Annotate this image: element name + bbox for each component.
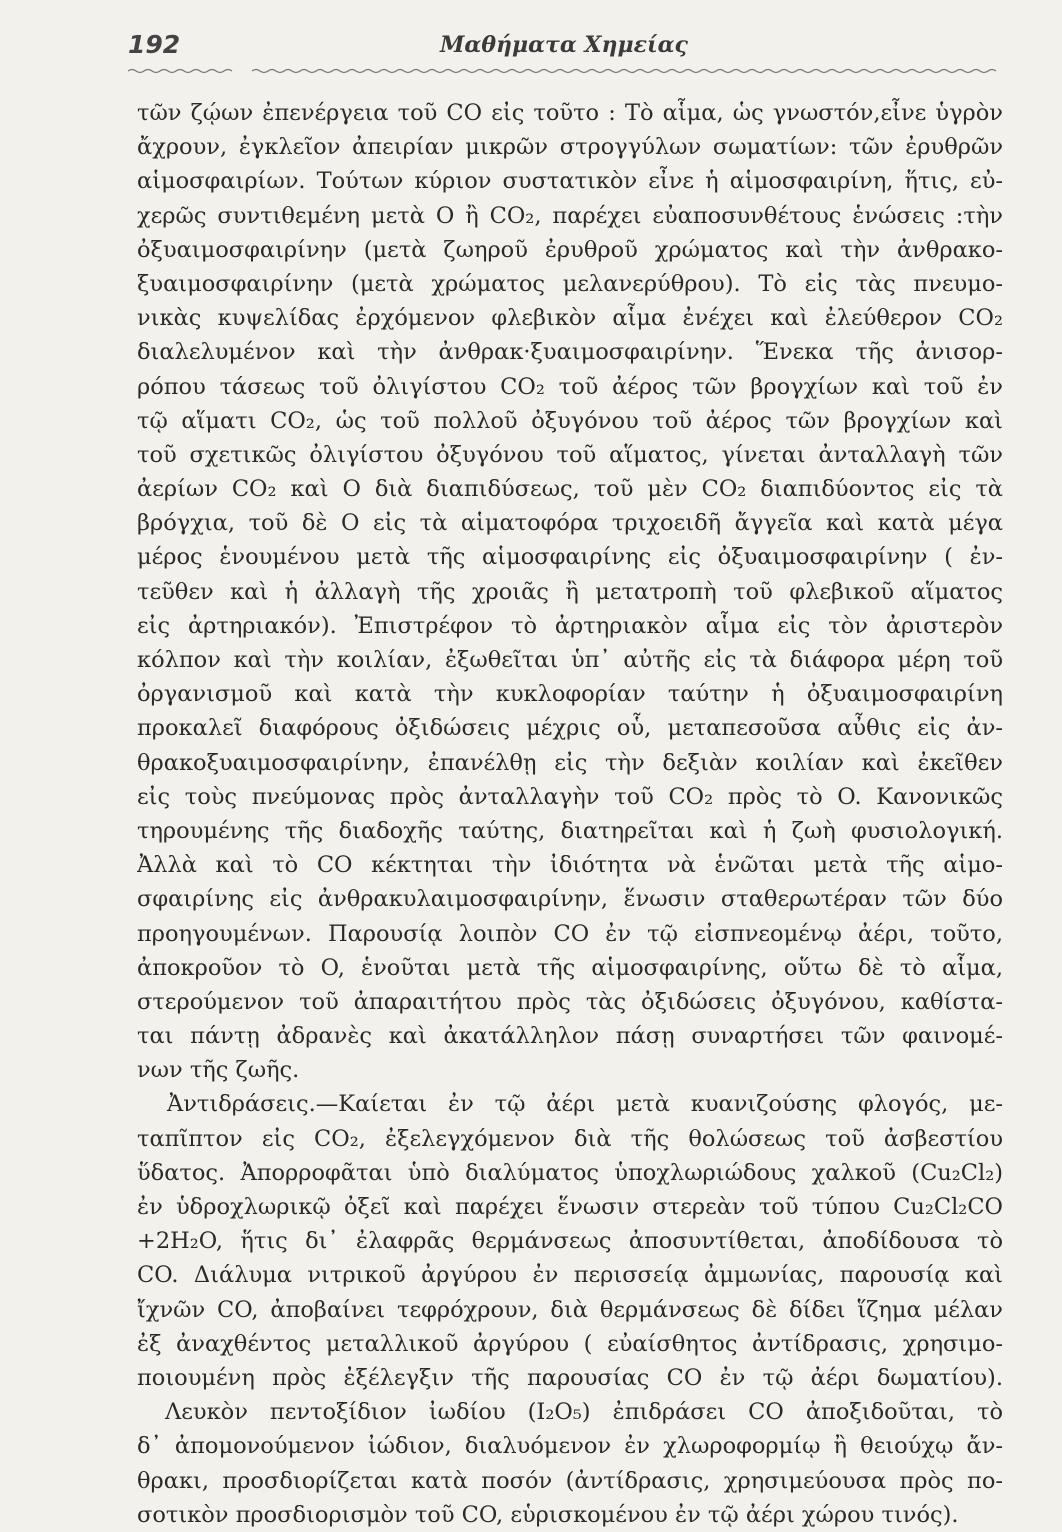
- text-line: κόλπον καὶ τὴν κοιλίαν, ἐξωθεῖται ὑπ᾽ αὐτῆς εἰς τὰ διάφορα μέρη τοῦ: [137, 647, 1003, 673]
- text-line: τῷ αἵματι CO₂, ὡς τοῦ πολλοῦ ὀξυγόνου τοῦ ἀέρος τῶν βρογχίων καὶ: [137, 407, 1003, 434]
- text-line: ποιουμένη πρὸς ἐξέλεγξιν τῆς παρουσίας CO ἐν τῷ ἀέρι δωματίου).: [137, 1364, 1003, 1391]
- page-number: 192: [128, 30, 181, 59]
- text-line: Λευκὸν πεντοξίδιον ἰωδίου (I₂O₅) ἐπιδράσει CO ἀποξιδοῦται, τὸ: [165, 1399, 1003, 1426]
- text-line: ρόπου τάσεως τοῦ ὀλιγίστου CO₂ τοῦ ἀέρος τῶν βρογχίων καὶ τοῦ ἐν: [137, 373, 1003, 400]
- text-line: ὀργανισμοῦ καὶ κατὰ τὴν κυκλοφορίαν ταύτην ἡ ὀξυαιμοσφαιρίνη: [137, 681, 1003, 708]
- text-line: νικὰς κυψελίδας ἐρχόμενον φλεβικὸν αἷμα ἐνέχει καὶ ἐλεύθερον CO₂: [137, 305, 1003, 332]
- text-line: ἀερίων CO₂ καὶ O διὰ διαπιδύσεως, τοῦ μὲν CO₂ διαπιδύοντος εἰς τὰ: [137, 476, 1003, 503]
- text-line: σοτικὸν προσδιορισμὸν τοῦ CO, εὑρισκομένου ἐν τῷ ἀέρι χώρου τινός).: [137, 1501, 959, 1528]
- text-line: ὕδατος. Ἀπορροφᾶται ὑπὸ διαλύματος ὑποχλωριώδους χαλκοῦ (Cu₂Cl₂): [137, 1159, 1003, 1186]
- running-title: Μαθήματα Χημείας: [440, 32, 688, 58]
- text-line: ἐν ὑδροχλωρικῷ ὀξεῖ καὶ παρέχει ἕνωσιν στερεὰν τοῦ τύπου Cu₂Cl₂CO: [137, 1194, 1003, 1220]
- text-line: θρακι, προσδιορίζεται κατὰ ποσόν (ἀντίδρασις, χρησιμεύουσα πρὸς πο-: [137, 1467, 1003, 1494]
- text-line: τηρουμένης τῆς διαδοχῆς ταύτης, διατηρεῖται καὶ ἡ ζωὴ φυσιολογική.: [137, 817, 1003, 844]
- text-line: χερῶς συντιθεμένη μετὰ O ἢ CO₂, παρέχει εὐαποσυνθέτους ἑνώσεις :τὴν: [137, 202, 1003, 229]
- text-line: θρακοξυαιμοσφαιρίνην, ἐπανέλθῃ εἰς τὴν δεξιὰν κοιλίαν καὶ ἐκεῖθεν: [137, 749, 1003, 776]
- text-line: ὀξυαιμοσφαιρίνην (μετὰ ζωηροῦ ἐρυθροῦ χρώματος καὶ τὴν ἀνθρακο-: [137, 236, 1003, 263]
- text-line: +2H₂O, ἥτις δι᾽ ἐλαφρᾶς θερμάνσεως ἀποσυντίθεται, ἀποδίδουσα τὸ: [137, 1228, 1003, 1255]
- text-line: ἀποκροῦον τὸ O, ἑνοῦται μετὰ τῆς αἱμοσφαιρίνης, οὕτω δὲ τὸ αἷμα,: [137, 954, 1003, 981]
- text-line: τεῦθεν καὶ ἡ ἀλλαγὴ τῆς χροιᾶς ἢ μετατροπὴ τοῦ φλεβικοῦ αἵματος: [137, 578, 1003, 605]
- page-body-text: [137, 96, 1003, 1532]
- text-line: στερούμενον τοῦ ἀπαραιτήτου πρὸς τὰς ὀξιδώσεις ὀξυγόνου, καθίστα-: [137, 988, 1003, 1015]
- text-line: αἱμοσφαιρίων. Τούτων κύριον συστατικὸν εἶνε ἡ αἱμοσφαιρίνη, ἥτις, εὐ-: [137, 168, 1003, 195]
- text-line: ἄχρουν, ἐγκλεῖον ἀπειρίαν μικρῶν στρογγύλων σωματίων: τῶν ἐρυθρῶν: [137, 134, 1003, 161]
- text-line: ξυαιμοσφαιρίνην (μετὰ χρώματος μελανερύθρου). Τὸ εἰς τὰς πνευμο-: [137, 270, 1003, 297]
- text-line: διαλελυμένον καὶ τὴν ἀνθρακ·ξυαιμοσφαιρίνην. Ἕνεκα τῆς ἀνισορ-: [137, 339, 1003, 366]
- text-line: ἴχνῶν CO, ἀποβαίνει τεφρόχρουν, διὰ θερμάνσεως δὲ δίδει ἵζημα μέλαν: [137, 1296, 1003, 1323]
- text-line: βρόγχια, τοῦ δὲ O εἰς τὰ αἱματοφόρα τριχοειδῆ ἄγγεῖα καὶ κατὰ μέγα: [137, 510, 1003, 537]
- text-line: προκαλεῖ διαφόρους ὀξιδώσεις μέχρις οὗ, μεταπεσοῦσα αὖθις εἰς ἀν-: [137, 715, 1003, 742]
- text-line: εἰς ἀρτηριακόν). Ἐπιστρέφον τὸ ἀρτηριακὸν αἷμα εἰς τὸν ἀριστερὸν: [137, 612, 1003, 639]
- text-line: τῶν ζῴων ἐπενέργεια τοῦ CO εἰς τοῦτο : Τὸ αἷμα, ὡς γνωστόν,εἶνε ὑγρὸν: [137, 100, 1003, 126]
- text-line: ται πάντῃ ἀδρανὲς καὶ ἀκατάλληλον πάσῃ συναρτήσει τῶν φαινομέ-: [137, 1023, 1003, 1050]
- text-line: σφαιρίνης εἰς ἀνθρακυλαιμοσφαιρίνην, ἕνωσιν σταθερωτέραν τῶν δύο: [137, 886, 1003, 913]
- text-line: δ᾽ ἀπομονούμενον ἰώδιον, διαλυόμενον ἐν χλωροφορμίῳ ἢ θειούχῳ ἄν-: [137, 1433, 1003, 1460]
- text-line: ταπῖπτον εἰς CO₂, ἐξελεγχόμενον διὰ τῆς θολώσεως τοῦ ἀσβεστίου: [137, 1125, 1003, 1152]
- section-heading-line: Ἀντιδράσεις.—Καίεται ἐν τῷ ἀέρι μετὰ κυανιζούσης φλογός, με-: [167, 1091, 1003, 1118]
- text-line: μέρος ἑνουμένου μετὰ τῆς αἱμοσφαιρίνης εἰς ὀξυαιμοσφαιρίνην ( ἐν-: [137, 544, 1003, 571]
- text-line: CO. Διάλυμα νιτρικοῦ ἀργύρου ἐν περισσείᾳ ἀμμωνίας, παρουσίᾳ καὶ: [137, 1262, 1003, 1289]
- text-line: Ἀλλὰ καὶ τὸ CO κέκτηται τὴν ἰδιότητα νὰ ἑνῶται μετὰ τῆς αἱμο-: [137, 852, 1003, 879]
- text-line: τοῦ σχετικῶς ὀλιγίστου ὀξυγόνου τοῦ αἵματος, γίνεται ἀνταλλαγὴ τῶν: [137, 441, 1003, 468]
- text-line: ἐξ ἀναχθέντος μεταλλικοῦ ἀργύρου ( εὐαίσθητος ἀντίδρασις, χρησιμο-: [137, 1330, 1003, 1357]
- text-line: νων τῆς ζωῆς.: [137, 1057, 300, 1084]
- text-line: προηγουμένων. Παρουσίᾳ λοιπὸν CO ἐν τῷ εἰσπνεομένῳ ἀέρι, τοῦτο,: [137, 920, 1003, 947]
- text-line: εἰς τοὺς πνεύμονας πρὸς ἀνταλλαγὴν τοῦ CO₂ πρὸς τὸ O. Κανονικῶς: [137, 783, 1003, 810]
- page-header: [128, 30, 1000, 74]
- header-wavy-rule: [128, 68, 1000, 74]
